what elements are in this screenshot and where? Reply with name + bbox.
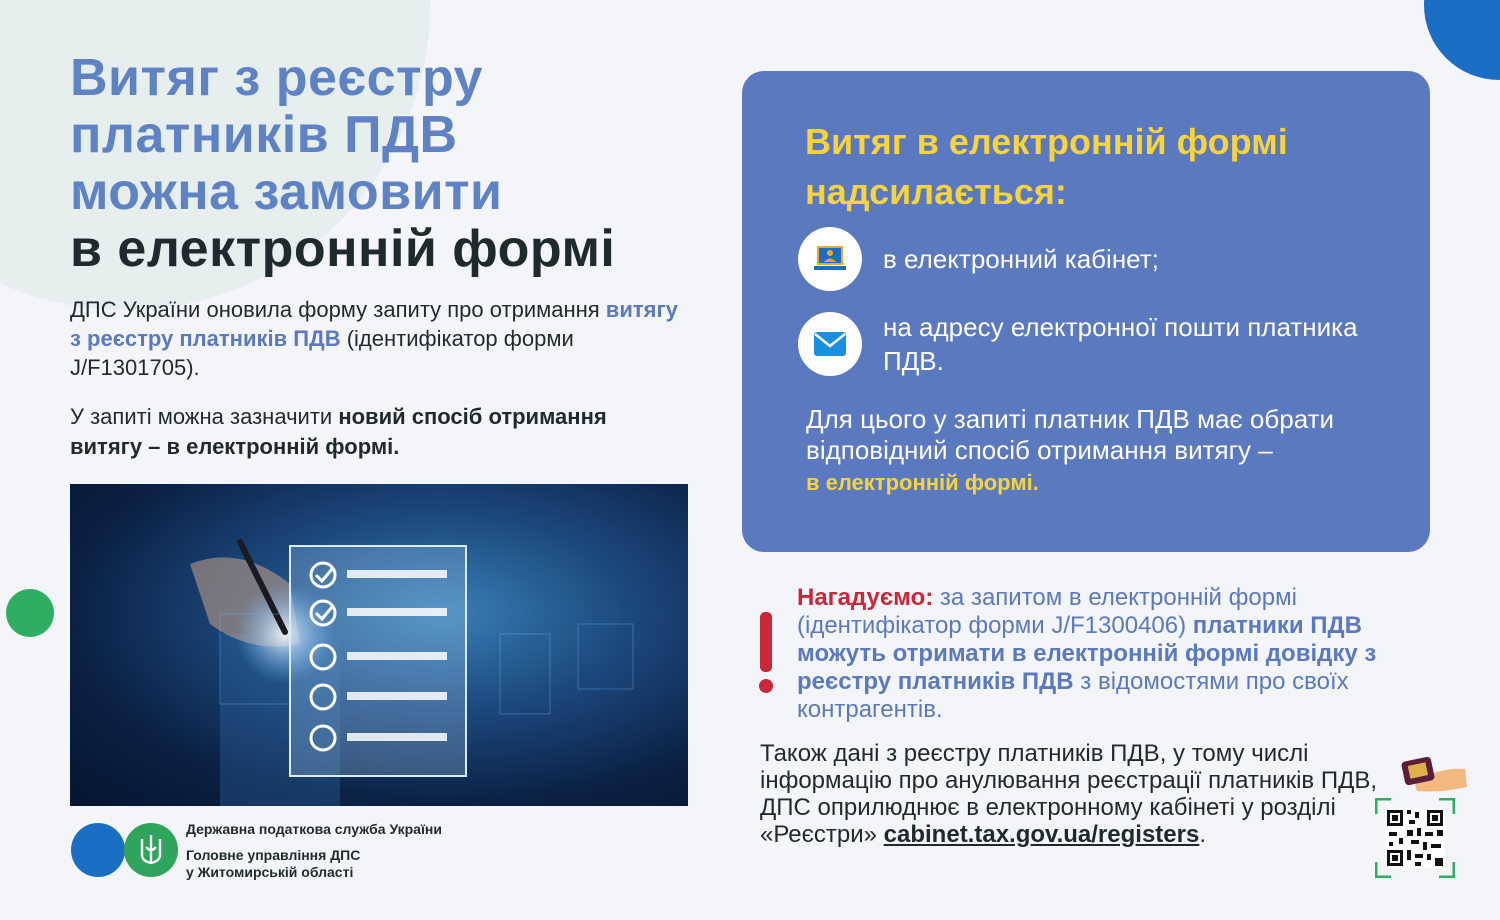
trident-icon <box>138 833 164 867</box>
title-line-4: в електронній формі <box>70 220 616 278</box>
panel-note-text: Для цього у запиті платник ПДВ має обрати відповідний спосіб отримання витягу – <box>806 404 1335 465</box>
registers-end: . <box>1199 821 1206 848</box>
panel-note-highlight: в електронній формі. <box>806 470 1039 495</box>
registers-paragraph <box>760 740 1400 848</box>
footer-dept-2: у Житомирській області <box>186 864 354 880</box>
hand-phone-icon <box>1395 755 1470 795</box>
reminder-text-2: з відомостями про своїх контрагентів. <box>797 668 1349 723</box>
intro2-bold: новий спосіб отримання витягу – в електронній формі. <box>70 404 607 459</box>
registers-text: Також дані з реєстру платників ПДВ, у тому числі інформацію про анулювання реєстрації платників ПДВ, ДПС оприлюднює в електронному кабінеті у розділі «Реєстри» <box>760 740 1378 848</box>
panel-item-email: на адресу електронної пошти платника ПДВ. <box>883 312 1358 376</box>
footer-logo-green <box>124 823 178 877</box>
bg-circle-green <box>6 589 54 637</box>
intro-paragraph-2 <box>70 402 680 462</box>
footer-dept-1: Головне управління ДПС <box>186 847 361 863</box>
intro-highlight: витягу з реєстру платників ПДВ <box>70 297 678 351</box>
title-line-2: платників ПДВ <box>70 106 458 164</box>
footer-text <box>186 821 442 881</box>
intro-paragraph <box>70 295 680 382</box>
panel-item-cabinet: в електронний кабінет; <box>883 244 1159 274</box>
reminder-paragraph <box>797 584 1437 724</box>
panel-title: Витяг в електронній формі надсилається: <box>805 121 1288 212</box>
cabinet-icon-circle <box>798 227 862 291</box>
page-title <box>70 50 730 278</box>
reminder-bold: платники ПДВ можуть отримати в електронній формі довідку з реєстру платників ПДВ <box>797 612 1377 695</box>
intro-text-after: (ідентифікатор форми J/F1301705). <box>70 326 574 380</box>
laptop-user-icon <box>813 244 847 274</box>
registers-link[interactable]: cabinet.tax.gov.ua/registers <box>883 821 1200 848</box>
intro-text-before: ДПС України оновила форму запиту про отримання <box>70 297 606 322</box>
exclamation-icon <box>757 612 775 694</box>
checklist-illustration <box>70 484 688 806</box>
qr-code[interactable] <box>1375 798 1455 878</box>
bg-circle-top-right <box>1424 0 1500 80</box>
panel-note <box>806 404 1406 498</box>
email-icon-circle <box>798 312 862 376</box>
title-line-1: Витяг з реєстру <box>70 49 484 107</box>
reminder-text-1: за запитом в електронній формі (ідентифікатор форми J/F1300406) <box>797 584 1297 639</box>
intro2-text: У запиті можна зазначити <box>70 404 339 429</box>
reminder-label: Нагадуємо: <box>797 584 934 611</box>
checklist-photo <box>70 484 688 806</box>
footer-org: Державна податкова служба України <box>186 821 442 837</box>
footer-logo-blue <box>71 823 125 877</box>
title-line-3: можна замовити <box>70 163 503 221</box>
envelope-icon <box>813 331 847 357</box>
